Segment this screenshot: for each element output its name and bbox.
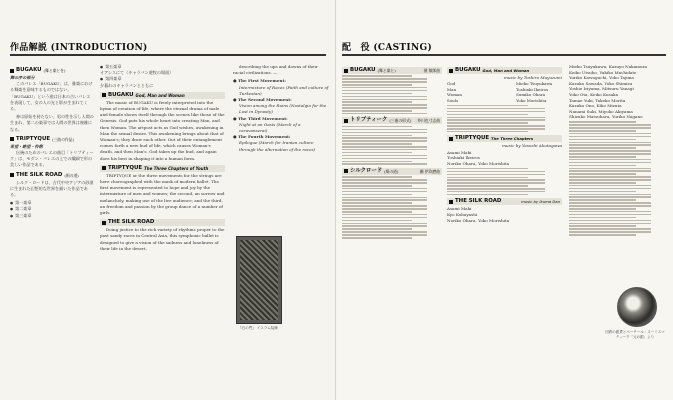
- illegible-text-line: [569, 170, 651, 172]
- illegible-text-line: [569, 217, 636, 219]
- square-marker-icon: [449, 137, 453, 141]
- illegible-text-line: [342, 163, 427, 165]
- performer-name: Keiko Utsubo, Yukiko Machidate: [569, 69, 637, 75]
- illegible-text-line: [447, 117, 545, 119]
- paragraph: The music of BUGAKU is freely interpreted into the hymn of creation of life, where the eternal drama of male and female shows itself through the scenes like those of the Genesis. God puts his whole heart into creating Man, and then Woman. The artpost acts as God wishes, awakening in Man the sexual desire. This awakening brings about that of Woman's; they draw each other. Out of their entanglement comes forth a new bud of life, which causes Woman's death, and then Man's. God takes up the bud, and again does his best in shaping it into a human form.: [100, 99, 225, 161]
- illegible-text-line: [342, 176, 412, 178]
- illegible-text-line: [342, 99, 427, 101]
- illegible-text-line: [342, 188, 427, 190]
- illegible-text-line: [569, 162, 651, 164]
- square-marker-icon: [102, 166, 106, 170]
- illegible-text-line: [342, 220, 412, 222]
- illegible-text-line: [569, 214, 651, 216]
- illegible-text-line: [569, 223, 651, 225]
- illegible-text-line: [569, 121, 636, 123]
- illegible-text-line: [342, 194, 412, 196]
- section-silk-road: THE SILK ROAD (絹の道): [10, 172, 94, 179]
- movement-description: Epilogue (March for Iranian culture through the alternation of the races): [239, 140, 316, 152]
- illegible-text-line: [342, 158, 427, 160]
- movement-item: ● 第五楽章: [100, 64, 225, 70]
- illegible-text-line: [569, 199, 636, 201]
- illegible-text-line: [447, 177, 528, 179]
- section-silk-ja: シルクロード (絹の道) 團 伊玖磨曲: [342, 168, 442, 175]
- illegible-text-line: [569, 156, 636, 158]
- square-marker-icon: [10, 137, 14, 141]
- illegible-text-line: [569, 194, 651, 196]
- illegible-text-line: [342, 161, 412, 163]
- illegible-text-line: [342, 217, 427, 219]
- intro-col-japanese: [10, 64, 94, 394]
- illegible-text-line: [342, 155, 427, 157]
- stone-gate-photo: [236, 236, 282, 324]
- paragraph: このバレエ「BUGAKU」は、雅楽における舞楽を意味するものではない。「BUGAKU」という曲は日本の古いバレエを表現して、女の人の光と影が生まれてくる。: [10, 81, 93, 112]
- illegible-text-line: [569, 150, 651, 152]
- illegible-text-line: [569, 191, 636, 193]
- illegible-text-line: [447, 191, 545, 193]
- intro-col-movements: [233, 64, 329, 234]
- illegible-text-line: [342, 182, 427, 184]
- illegible-text-line: [342, 78, 427, 80]
- casting-col-ensemble: [569, 64, 665, 279]
- intro-col-english: [100, 64, 225, 394]
- illegible-text-line: [342, 202, 412, 204]
- illegible-text-line: [447, 122, 528, 124]
- music-credit: music by Yasushi Akutagawa: [502, 143, 562, 149]
- illegible-text-line: [342, 223, 427, 225]
- illegible-text-line: [342, 104, 427, 106]
- cast-list: [447, 150, 562, 167]
- title-rule: [342, 54, 666, 56]
- illegible-text-line: [342, 87, 427, 89]
- illegible-text-line: [342, 197, 427, 199]
- section-silk-cast: THE SILK ROAD music by Ikuma Dan: [447, 198, 562, 205]
- section-subtitle: 希望・絶望・怜悧: [10, 143, 43, 149]
- cast-list-ja: [342, 126, 442, 165]
- illegible-text-line: [569, 234, 636, 236]
- square-marker-icon: [102, 221, 106, 225]
- illegible-text-line: [447, 168, 528, 170]
- illegible-text-line: [342, 179, 427, 181]
- cast-list-faint: [447, 105, 562, 133]
- section-triptyque-en: TRIPTYQUE The Three Chapters of Youth: [100, 165, 225, 172]
- performer-name: Mieko Tsuyukawa: [516, 81, 553, 87]
- illegible-text-line: [342, 113, 427, 115]
- illegible-text-line: [569, 188, 651, 190]
- illegible-text-line: [569, 147, 636, 149]
- paragraph: 伝統のためのバレエの曲目「トリプティーク」は、モダン・バレエの上での繊細で形の美しい作品である。: [10, 150, 94, 168]
- illegible-text-line: [447, 131, 528, 133]
- casting-title: 配 役 (CASTING): [342, 43, 433, 53]
- illegible-text-line: [569, 176, 651, 178]
- performer-name: Kazuko Sawada, Yoko Shimizu: [569, 80, 633, 86]
- illegible-text-line: [569, 182, 636, 184]
- illegible-text-line: [447, 174, 545, 176]
- section-bugaku-en: BUGAKU God, Man and Woman: [100, 92, 225, 99]
- square-marker-icon: [344, 69, 348, 73]
- introduction-title: 作品解説 (INTRODUCTION): [10, 43, 148, 53]
- movement-entry: ● The Second Movement: Vision among the Ruins (Nostalgia for the Lost in Dynasty): [233, 97, 329, 116]
- illegible-text-line: [342, 205, 427, 207]
- square-marker-icon: [10, 69, 14, 73]
- coin-caption: 回教の銀貨とペーチール・ヌーミスマティーク「元の銀」より: [605, 330, 665, 339]
- movement-entry: ● The First Movement: Intermixture of Races (Faith and culture of Turkestan): [233, 78, 329, 96]
- illegible-text-line: [342, 199, 427, 201]
- illegible-text-line: [447, 185, 528, 187]
- illegible-text-line: [342, 129, 427, 131]
- cast-list: [447, 81, 562, 103]
- illegible-text-line: [569, 225, 636, 227]
- illegible-text-line: [569, 168, 651, 170]
- illegible-text-line: [569, 205, 651, 207]
- movement-item: ● 第四楽章: [100, 76, 225, 82]
- introduction-page: [0, 0, 336, 400]
- movement-item: ● 第三楽章: [10, 213, 94, 219]
- illegible-text-line: [569, 228, 651, 230]
- performer-name: Noriko Ohara, Yoko Morishita: [447, 217, 510, 223]
- illegible-text-line: [447, 119, 545, 121]
- illegible-text-line: [569, 144, 651, 146]
- illegible-text-line: [569, 133, 651, 135]
- performer-name: Noriko Ohara, Yoko Morishita: [447, 160, 510, 166]
- paragraph: シルク・ロードは、古代中央アジアの砂漠に生まれた幻想的な世界を描いた作品である。: [10, 179, 94, 198]
- performer-name: Sumiko Obara: [516, 92, 546, 98]
- illegible-text-line: [342, 137, 427, 139]
- performer-name: Shizuko Matsubara, Yuriko Nagano: [569, 114, 643, 120]
- illegible-text-line: [342, 146, 427, 148]
- illegible-text-line: [447, 188, 545, 190]
- cast-list: [447, 206, 562, 223]
- illegible-text-line: [342, 208, 427, 210]
- cast-list-ja: [342, 75, 442, 114]
- section-bugaku-cast: BUGAKU God, Man and Woman: [447, 67, 562, 74]
- movement-entry: ● The Third Movement: Night at an Oasis (March of a caravanserai): [233, 116, 329, 135]
- performer-name: Yoshie Iriyama, Mitsuru Yanagi: [569, 86, 634, 92]
- illegible-text-line: [342, 96, 427, 98]
- illegible-text-line: [342, 214, 427, 216]
- performer-name: Yoko Morishita: [516, 97, 547, 103]
- illegible-text-line: [569, 185, 651, 187]
- performer-name: Kazuko Ono, Kiko Mizuta: [569, 103, 622, 109]
- illegible-text-line: [342, 149, 427, 151]
- illegible-text-line: [342, 84, 412, 86]
- square-marker-icon: [344, 169, 348, 173]
- illegible-text-line: [342, 211, 412, 213]
- illegible-text-line: [447, 105, 528, 107]
- section-bugaku-ja: BUGAKU (舞と楽と) 黛 敏郎曲: [342, 67, 442, 74]
- cast-list-faint: [569, 121, 665, 235]
- ensemble-list: [569, 64, 665, 120]
- illegible-text-line: [342, 231, 427, 233]
- illegible-text-line: [342, 237, 412, 239]
- performer-name: Yuriko Kawaguchi, Yoko Tajima: [569, 75, 634, 81]
- illegible-text-line: [342, 135, 412, 137]
- illegible-text-line: [447, 111, 545, 113]
- movement-desc: オアシスにて（キャラバン遊牧の場面）: [100, 70, 174, 76]
- title-rule: [10, 54, 326, 56]
- movement-desc: 夕暮れのキャラバンとともに: [100, 82, 154, 88]
- photo-caption: 『石の門』 イスラム装飾: [238, 326, 278, 330]
- illegible-text-line: [342, 75, 412, 77]
- illegible-text-line: [569, 208, 636, 210]
- section-subtitle: 舞の序の部分: [10, 75, 35, 80]
- section-bugaku: BUGAKU (舞と楽とを): [10, 67, 94, 74]
- performer-name: Tamae Yuki, Takeko Morita: [569, 97, 626, 103]
- illegible-text-line: [447, 194, 528, 196]
- casting-col-english: [447, 64, 562, 394]
- illegible-text-line: [569, 165, 636, 167]
- square-marker-icon: [449, 200, 453, 204]
- performer-name: Kyo Kobayashi: [447, 211, 478, 217]
- movement-item: ● 第一楽章: [10, 200, 94, 206]
- cast-list-faint: [447, 168, 562, 196]
- movement-item: ● 第二楽章: [10, 206, 94, 212]
- movement-list: [233, 78, 329, 152]
- section-triptyque-cast: TRIPTYQUE The Three Chapters: [447, 135, 562, 142]
- illegible-text-line: [569, 136, 651, 138]
- square-marker-icon: [449, 69, 453, 73]
- cast-list-ja: [342, 176, 442, 238]
- illegible-text-line: [569, 179, 651, 181]
- illegible-text-line: [342, 81, 427, 83]
- illegible-text-line: [342, 140, 427, 142]
- illegible-text-line: [342, 185, 412, 187]
- paragraph: describing the ups and downs of their racial civilizations. —: [233, 64, 318, 76]
- illegible-text-line: [447, 128, 545, 130]
- illegible-text-line: [342, 234, 427, 236]
- illegible-text-line: [342, 191, 427, 193]
- paragraph: TRIPTYQUE or the three movements for the strings are here choreographed with the mask of modern ballet. The first movement is represented to hope and joy by the intermixture of men and women; the second, an sorrow and melancholy, making use of the live audience; and the third, an freedom and passion by the group dance of a number of girls.: [100, 172, 225, 216]
- illegible-text-line: [569, 202, 651, 204]
- illegible-text-line: [447, 108, 545, 110]
- illegible-text-line: [342, 107, 427, 109]
- illegible-text-line: [342, 132, 427, 134]
- role-label: God: [447, 81, 456, 87]
- performer-name: Yoko Ota, Keiko Kusaka: [569, 91, 619, 97]
- performer-name: Toshiaki Ikeiros: [516, 86, 549, 92]
- illegible-text-line: [447, 182, 545, 184]
- illegible-text-line: [447, 125, 545, 127]
- performer-name: Nanami Suki, Miyoko Akiyama: [569, 108, 633, 114]
- cast-row: [447, 98, 562, 104]
- section-triptyque: TRIPTYQUE (三曲の作品): [10, 136, 94, 143]
- illegible-text-line: [569, 127, 651, 129]
- illegible-text-line: [342, 228, 412, 230]
- music-credit: music by Toshiro Mayuzumi: [504, 75, 562, 80]
- role-label: Woman: [447, 92, 463, 98]
- square-marker-icon: [10, 173, 14, 177]
- performer-name: Asami Maki: [447, 149, 472, 155]
- performer-name: Asami Maki: [447, 206, 472, 212]
- illegible-text-line: [569, 124, 651, 126]
- illegible-text-line: [342, 110, 412, 112]
- casting-page: [337, 0, 673, 400]
- illegible-text-line: [569, 130, 636, 132]
- illegible-text-line: [342, 90, 427, 92]
- square-marker-icon: [102, 93, 106, 97]
- illegible-text-line: [447, 114, 528, 116]
- paragraph: Doing justice to the rich variety of rhythms proper to the past sandy races in Central Asia, this symphonic ballet is designed to give a vision of the sadness and loneliness of their life in the desert,: [100, 227, 225, 251]
- movement-description: Night at an Oasis (March of a caravanserai): [239, 121, 301, 134]
- illegible-text-line: [569, 142, 651, 144]
- section-silk-road-en: THE SILK ROAD: [100, 219, 225, 226]
- illegible-text-line: [447, 171, 545, 173]
- illegible-text-line: [342, 225, 427, 227]
- movement-entry: ● The Fourth Movement: Epilogue (March for Iranian culture through the alternation of the races): [233, 134, 329, 153]
- illegible-text-line: [569, 139, 636, 141]
- illegible-text-line: [342, 152, 412, 154]
- role-label: Souls: [447, 97, 459, 103]
- movement-description: Intermixture of Races (Faith and culture of Turkestan): [239, 84, 329, 96]
- illegible-text-line: [569, 231, 651, 233]
- illegible-text-line: [569, 159, 651, 161]
- illegible-text-line: [569, 220, 651, 222]
- performer-name: Toshiaki Ikeiros: [447, 155, 480, 161]
- illegible-text-line: [569, 173, 636, 175]
- illegible-text-line: [342, 143, 412, 145]
- illegible-text-line: [569, 153, 651, 155]
- section-tryptique-ja: トリプティーク (三曲の形式) 芥川也寸志曲: [342, 117, 442, 124]
- illegible-text-line: [342, 101, 412, 103]
- illegible-text-line: [447, 179, 545, 181]
- casting-col-japanese: [342, 64, 442, 394]
- illegible-text-line: [342, 93, 412, 95]
- illegible-text-line: [569, 211, 651, 213]
- performer-name: Mieko Tsuyukawa, Kazuyo Nakamura: [569, 64, 647, 69]
- role-label: Man: [447, 86, 457, 92]
- illegible-text-line: [569, 196, 651, 198]
- illegible-text-line: [342, 126, 412, 128]
- movement-description: Vision among the Ruins (Nostalgia for the Lost in Dynasty): [239, 103, 327, 115]
- silver-coin-image: [617, 287, 657, 327]
- paragraph: 神は原始を持たない、男の性を示し人間の生まれ、第二の楽章では人間の世界は複雑になる。: [10, 114, 94, 132]
- square-marker-icon: [344, 119, 348, 123]
